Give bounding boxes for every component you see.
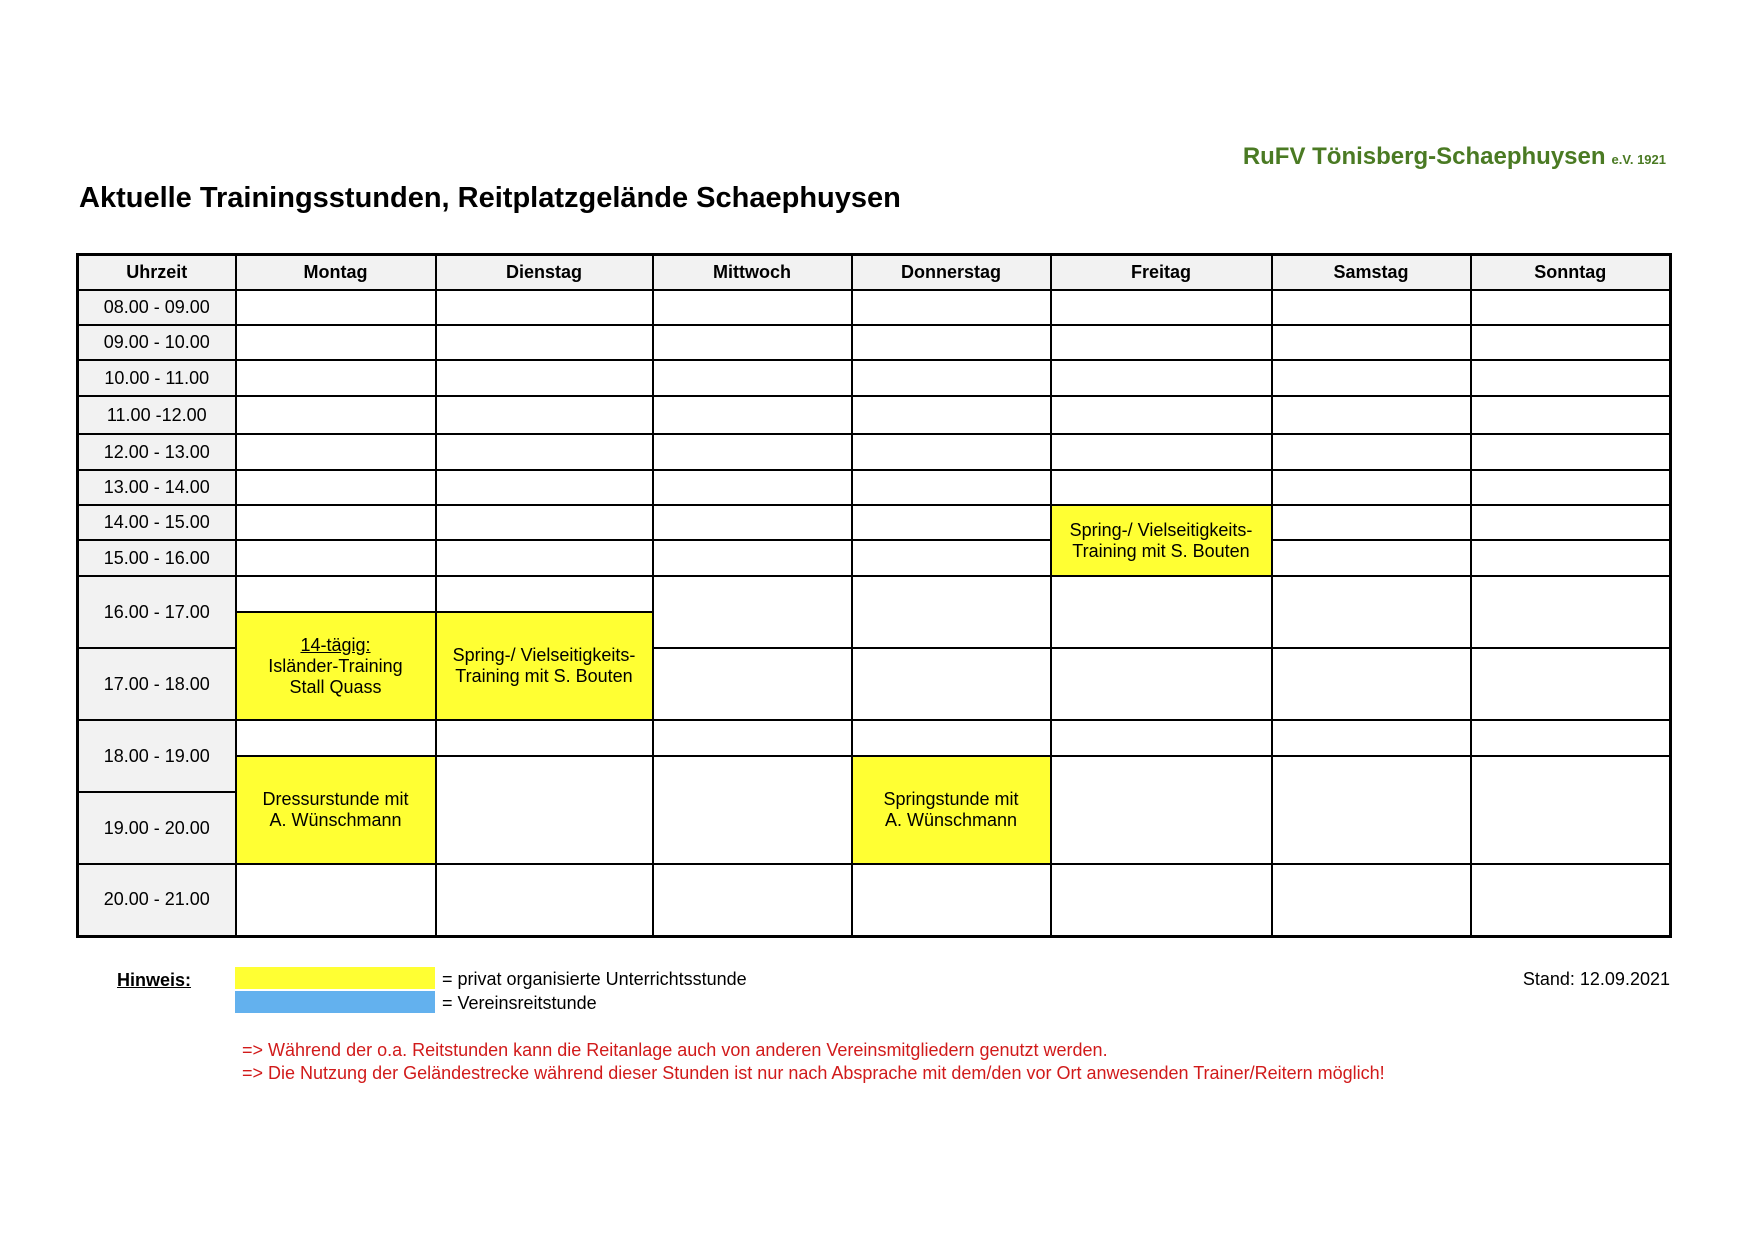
slot-cell bbox=[1471, 434, 1671, 470]
time-cell: 08.00 - 09.00 bbox=[78, 290, 236, 325]
event-line: Springstunde mit bbox=[883, 789, 1019, 809]
event-line: Training mit S. Bouten bbox=[455, 666, 633, 686]
slot-cell bbox=[1272, 325, 1471, 360]
slot-cell bbox=[1272, 360, 1471, 396]
slot-cell bbox=[1051, 470, 1272, 505]
slot-cell bbox=[1471, 648, 1671, 720]
slot-cell bbox=[1051, 864, 1272, 936]
note-line: => Während der o.a. Reitstunden kann die Reitanlage auch von anderen Vereinsmitgliedern genutzt werden. bbox=[242, 1040, 1108, 1060]
slot-cell bbox=[1272, 720, 1471, 756]
slot-cell bbox=[653, 576, 852, 648]
table-row bbox=[78, 360, 1671, 396]
event-line: Spring-/ Vielseitigkeits- bbox=[1069, 519, 1253, 540]
slot-cell bbox=[653, 505, 852, 540]
slot-cell bbox=[653, 325, 852, 360]
slot-cell bbox=[1051, 325, 1272, 360]
slot-cell bbox=[1051, 290, 1272, 325]
event-line: A. Wünschmann bbox=[269, 810, 402, 830]
slot-cell bbox=[1051, 756, 1272, 864]
table-row bbox=[78, 434, 1671, 470]
slot-cell bbox=[852, 505, 1051, 540]
slot-cell bbox=[1272, 864, 1471, 936]
table-row bbox=[78, 576, 1671, 612]
slot-cell bbox=[1051, 434, 1272, 470]
slot-cell bbox=[436, 360, 653, 396]
slot-cell bbox=[653, 756, 852, 864]
col-header-time: Uhrzeit bbox=[78, 255, 236, 291]
time-cell: 13.00 - 14.00 bbox=[78, 470, 236, 505]
schedule-table bbox=[76, 253, 1672, 938]
slot-cell bbox=[1051, 360, 1272, 396]
club-name bbox=[1243, 143, 1666, 171]
slot-cell bbox=[1471, 864, 1671, 936]
slot-cell bbox=[1471, 540, 1671, 576]
event-line: Training mit S. Bouten bbox=[1072, 540, 1250, 561]
col-header-thursday: Donnerstag bbox=[852, 255, 1051, 291]
event-line: 14-tägig: bbox=[300, 634, 371, 655]
time-cell: 09.00 - 10.00 bbox=[78, 325, 236, 360]
event-line: A. Wünschmann bbox=[884, 810, 1018, 830]
event-thursday-springstunde bbox=[852, 756, 1051, 864]
legend-swatch-private bbox=[235, 967, 435, 989]
time-cell: 12.00 - 13.00 bbox=[78, 434, 236, 470]
slot-cell bbox=[852, 290, 1051, 325]
slot-cell bbox=[1051, 648, 1272, 720]
slot-cell bbox=[653, 434, 852, 470]
event-friday-spring-training bbox=[1051, 505, 1272, 576]
club-name-text: RuFV Tönisberg-Schaephuysen bbox=[1242, 143, 1606, 170]
slot-cell bbox=[436, 470, 653, 505]
slot-cell bbox=[852, 864, 1051, 936]
slot-cell bbox=[436, 505, 653, 540]
slot-cell bbox=[1051, 396, 1272, 434]
slot-cell bbox=[1471, 756, 1671, 864]
slot-cell bbox=[852, 470, 1051, 505]
slot-cell bbox=[436, 540, 653, 576]
slot-cell bbox=[1471, 290, 1671, 325]
col-header-friday: Freitag bbox=[1051, 255, 1272, 291]
slot-cell bbox=[1471, 325, 1671, 360]
slot-cell bbox=[1051, 576, 1272, 648]
slot-cell bbox=[852, 396, 1051, 434]
slot-cell bbox=[1272, 396, 1471, 434]
legend-label: Hinweis: bbox=[117, 970, 192, 990]
col-header-sunday: Sonntag bbox=[1471, 255, 1671, 291]
time-cell: 10.00 - 11.00 bbox=[78, 360, 236, 396]
slot-cell bbox=[236, 290, 436, 325]
slot-cell bbox=[653, 540, 852, 576]
slot-cell bbox=[653, 360, 852, 396]
event-monday-islaender-training bbox=[236, 612, 436, 720]
slot-cell bbox=[1471, 396, 1671, 434]
event-line: Dressurstunde mit bbox=[262, 789, 409, 809]
col-header-saturday: Samstag bbox=[1272, 255, 1471, 291]
slot-cell bbox=[236, 576, 436, 612]
time-cell: 15.00 - 16.00 bbox=[78, 540, 236, 576]
slot-cell bbox=[653, 396, 852, 434]
slot-cell bbox=[852, 576, 1051, 648]
slot-cell bbox=[1051, 720, 1272, 756]
table-row bbox=[78, 756, 1671, 792]
slot-cell bbox=[436, 396, 653, 434]
time-cell: 19.00 - 20.00 bbox=[78, 792, 236, 864]
slot-cell bbox=[1471, 470, 1671, 505]
slot-cell bbox=[236, 864, 436, 936]
time-cell: 18.00 - 19.00 bbox=[78, 720, 236, 792]
stand-date: Stand: 12.09.2021 bbox=[1522, 969, 1670, 989]
time-cell: 11.00 -12.00 bbox=[78, 396, 236, 434]
col-header-tuesday: Dienstag bbox=[436, 255, 653, 291]
event-line: Spring-/ Vielseitigkeits- bbox=[452, 645, 636, 665]
slot-cell bbox=[1471, 505, 1671, 540]
slot-cell bbox=[436, 864, 653, 936]
slot-cell bbox=[852, 720, 1051, 756]
event-line: Stall Quass bbox=[289, 676, 382, 697]
slot-cell bbox=[436, 325, 653, 360]
slot-cell bbox=[1272, 756, 1471, 864]
legend-swatch-club bbox=[235, 991, 435, 1013]
slot-cell bbox=[1471, 576, 1671, 648]
slot-cell bbox=[236, 720, 436, 756]
table-row bbox=[78, 396, 1671, 434]
slot-cell bbox=[653, 864, 852, 936]
slot-cell bbox=[852, 648, 1051, 720]
slot-cell bbox=[436, 290, 653, 325]
slot-cell bbox=[852, 434, 1051, 470]
time-cell: 14.00 - 15.00 bbox=[78, 505, 236, 540]
slot-cell bbox=[436, 720, 653, 756]
slot-cell bbox=[1272, 290, 1471, 325]
header-row bbox=[78, 255, 1671, 291]
slot-cell bbox=[852, 540, 1051, 576]
slot-cell bbox=[653, 470, 852, 505]
slot-cell bbox=[236, 470, 436, 505]
note-line: => Die Nutzung der Geländestrecke während dieser Stunden ist nur nach Absprache mit dem/den vor Ort anwesenden Trainer/Reitern möglich! bbox=[242, 1063, 1385, 1083]
event-monday-dressur bbox=[236, 756, 436, 864]
slot-cell bbox=[1471, 720, 1671, 756]
slot-cell bbox=[1272, 648, 1471, 720]
slot-cell bbox=[436, 756, 653, 864]
col-header-wednesday: Mittwoch bbox=[653, 255, 852, 291]
time-cell: 16.00 - 17.00 bbox=[78, 576, 236, 648]
slot-cell bbox=[1471, 360, 1671, 396]
slot-cell bbox=[1272, 576, 1471, 648]
slot-cell bbox=[1272, 434, 1471, 470]
table-row bbox=[78, 720, 1671, 756]
slot-cell bbox=[1272, 505, 1471, 540]
slot-cell bbox=[653, 290, 852, 325]
table-row bbox=[78, 290, 1671, 325]
table-row bbox=[78, 325, 1671, 360]
table-row bbox=[78, 540, 1671, 576]
slot-cell bbox=[852, 325, 1051, 360]
event-line: Isländer-Training bbox=[268, 655, 403, 676]
slot-cell bbox=[236, 325, 436, 360]
table-row bbox=[78, 505, 1671, 540]
slot-cell bbox=[1272, 540, 1471, 576]
table-row bbox=[78, 864, 1671, 936]
slot-cell bbox=[653, 648, 852, 720]
slot-cell bbox=[236, 540, 436, 576]
legend-text-club: = Vereinsreitstunde bbox=[442, 993, 597, 1013]
slot-cell bbox=[852, 360, 1051, 396]
slot-cell bbox=[236, 396, 436, 434]
slot-cell bbox=[236, 360, 436, 396]
slot-cell bbox=[236, 434, 436, 470]
slot-cell bbox=[1272, 470, 1471, 505]
slot-cell bbox=[436, 576, 653, 612]
slot-cell bbox=[236, 505, 436, 540]
slot-cell bbox=[436, 434, 653, 470]
col-header-monday: Montag bbox=[236, 255, 436, 291]
slot-cell bbox=[653, 720, 852, 756]
table-row bbox=[78, 470, 1671, 505]
page-title: Aktuelle Trainingsstunden, Reitplatzgelände Schaephuysen bbox=[79, 182, 901, 214]
event-tuesday-spring-training bbox=[436, 612, 653, 720]
time-cell: 17.00 - 18.00 bbox=[78, 648, 236, 720]
legend-text-private: = privat organisierte Unterrichtsstunde bbox=[442, 969, 747, 989]
time-cell: 20.00 - 21.00 bbox=[78, 864, 236, 936]
club-suffix: e.V. 1921 bbox=[1611, 152, 1666, 167]
